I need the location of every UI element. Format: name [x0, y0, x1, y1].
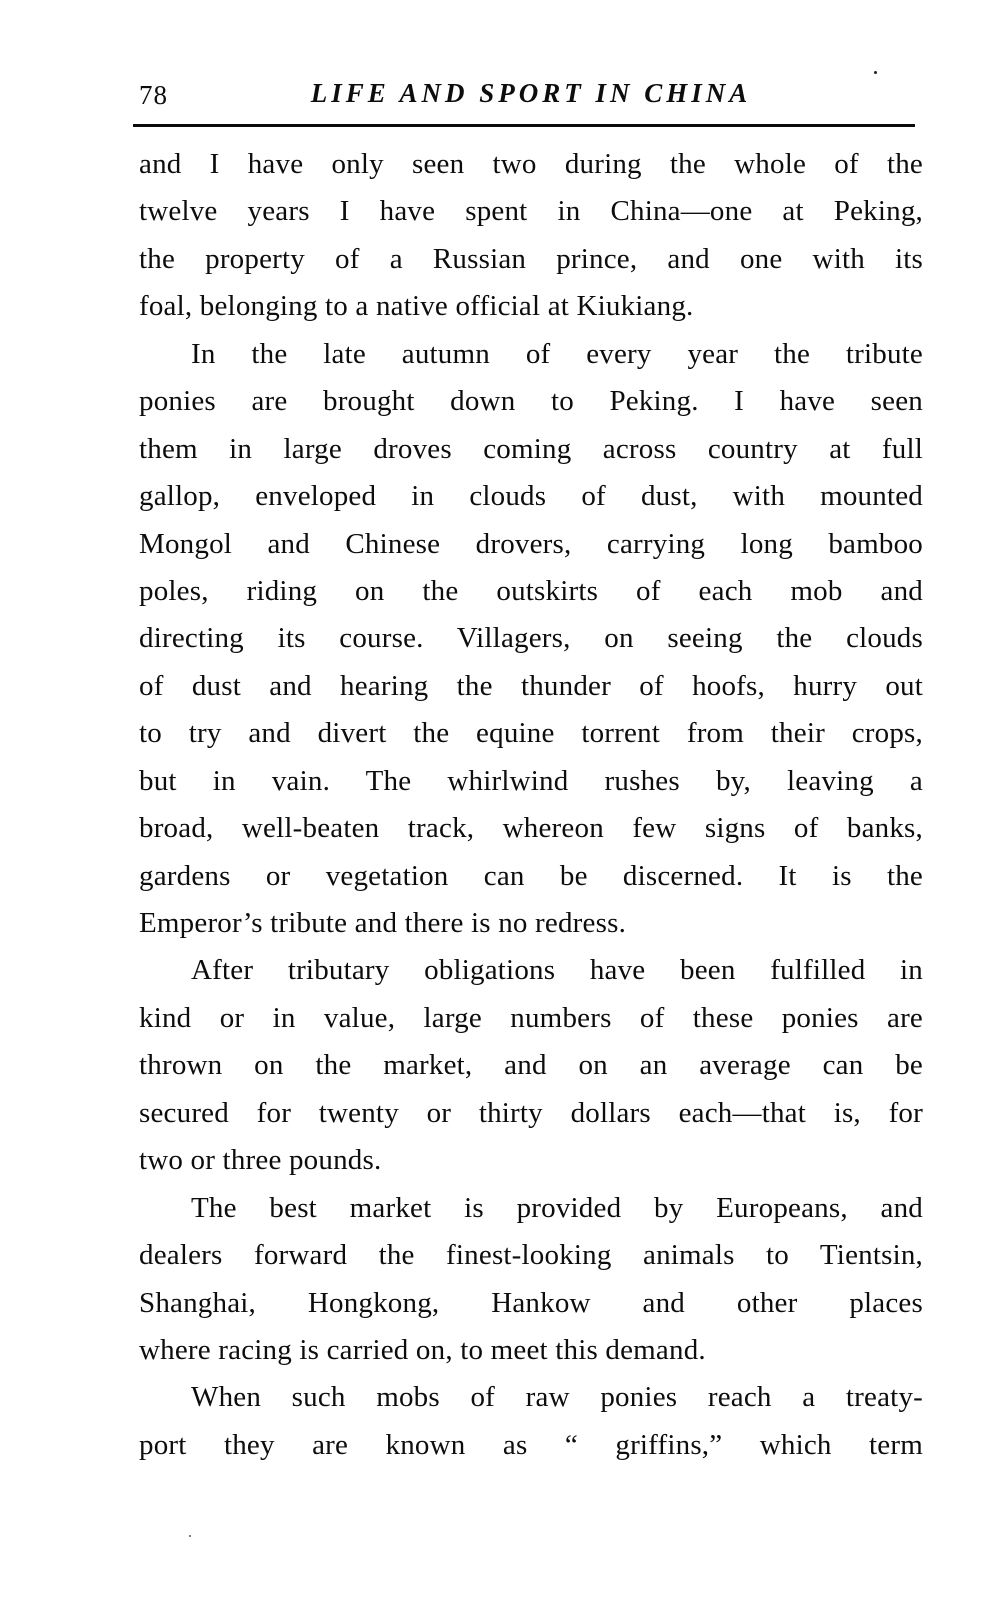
paragraph	[139, 1374, 923, 1469]
text-line: Emperor’s tribute and there is no redress.	[139, 907, 627, 939]
running-title: LIFE AND SPORT IN CHINA	[310, 78, 752, 108]
text-line: After tributary obligations have been fulfilled in	[191, 954, 923, 987]
body-text	[139, 141, 923, 1469]
paragraph	[139, 331, 923, 948]
paragraph	[139, 141, 923, 331]
paragraph	[139, 947, 923, 1184]
text-line: Mongol and Chinese drovers, carrying long bamboo	[139, 527, 923, 560]
text-line: gardens or vegetation can be discerned. It is the	[139, 859, 923, 892]
text-line: kind or in value, large numbers of these ponies are	[139, 1001, 923, 1034]
text-line: twelve years I have spent in China—one at Peking,	[139, 195, 923, 228]
text-line: them in large droves coming across country at full	[139, 432, 923, 465]
text-line: thrown on the market, and on an average can be	[139, 1049, 923, 1082]
page-number: 78	[139, 80, 168, 110]
text-line: dealers forward the finest-looking animals to Tientsin,	[139, 1239, 923, 1272]
text-line: gallop, enveloped in clouds of dust, with mounted	[139, 480, 923, 513]
text-line: Shanghai, Hongkong, Hankow and other places	[139, 1286, 923, 1319]
scan-speck	[874, 71, 877, 74]
text-line: but in vain. The whirlwind rushes by, leaving a	[139, 764, 923, 797]
text-line: the property of a Russian prince, and one with its	[139, 242, 923, 275]
text-line: directing its course. Villagers, on seeing the clouds	[139, 622, 923, 655]
text-line: In the late autumn of every year the tribute	[191, 337, 923, 370]
paragraph	[139, 1185, 923, 1375]
text-line: secured for twenty or thirty dollars each—that is, for	[139, 1096, 923, 1129]
text-line: When such mobs of raw ponies reach a treaty-	[191, 1381, 923, 1414]
text-line: broad, well-beaten track, whereon few signs of banks,	[139, 812, 923, 845]
text-line: and I have only seen two during the whole of the	[139, 148, 923, 180]
text-line: to try and divert the equine torrent from their crops,	[139, 717, 923, 750]
scan-speck	[189, 1535, 191, 1537]
text-line: ponies are brought down to Peking. I have seen	[139, 385, 923, 418]
page-header	[139, 78, 923, 114]
text-line: port they are known as “ griffins,” which term	[139, 1428, 923, 1461]
text-line: The best market is provided by Europeans, and	[191, 1191, 923, 1224]
text-line: of dust and hearing the thunder of hoofs, hurry out	[139, 669, 923, 702]
header-rule	[133, 124, 915, 127]
text-line: poles, riding on the outskirts of each mob and	[139, 574, 923, 607]
text-line: where racing is carried on, to meet this demand.	[139, 1333, 706, 1366]
text-line: foal, belonging to a native official at Kiukiang.	[139, 290, 694, 323]
text-line: two or three pounds.	[139, 1144, 382, 1177]
